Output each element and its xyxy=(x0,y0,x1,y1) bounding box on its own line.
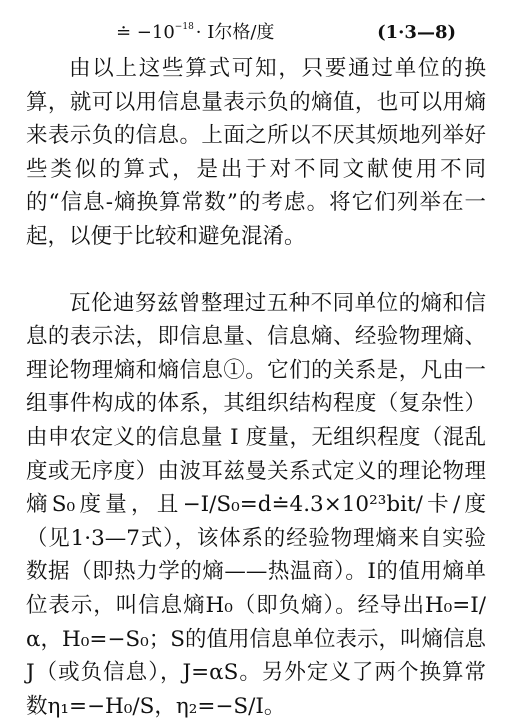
equation-number: (1·3—8) xyxy=(377,22,456,43)
equation-line xyxy=(26,18,486,48)
equation-suffix: · I尔格/度 xyxy=(195,22,275,43)
paragraph-2: 瓦伦迪努兹曾整理过五种不同单位的熵和信息的表示法，即信息量、信息熵、经验物理熵、理论物理熵和熵信息①。它们的关系是，凡由一组事件构成的体系，其组织结构程度（复杂性）由申农定义的信息量 I 度量，无组织程度（混乱度或无序度）由波耳兹曼关系式定义的理论物理熵S₀度量，且−I/S₀=d≐4.3×10²³bit/卡/度（见1·3—7式），该体系的经验物理熵来自实验数据（即热力学的熵——热温商）。I的值用熵单位表示，叫信息熵H₀（即负熵）。经导出H₀=I/α，H₀=−S₀；S的值用信息单位表示，叫熵信息J（或负信息），J=αS。另外定义了两个换算常数η₁=−H₀/S，η₂=−S/I。 xyxy=(26,290,486,719)
equation-expression xyxy=(116,18,274,44)
paragraph-1: 由以上这些算式可知，只要通过单位的换算，就可以用信息量表示负的熵值，也可以用熵来表示负的信息。上面之所以不厌其烦地列举好些类似的算式，是出于对不同文献使用不同的“信息-熵换算常数”的考虑。将它们列举在一起，以便于比较和避免混淆。 xyxy=(26,56,486,249)
equation-prefix: ≐ −10 xyxy=(116,22,175,43)
equation-exponent: −18 xyxy=(174,22,194,32)
